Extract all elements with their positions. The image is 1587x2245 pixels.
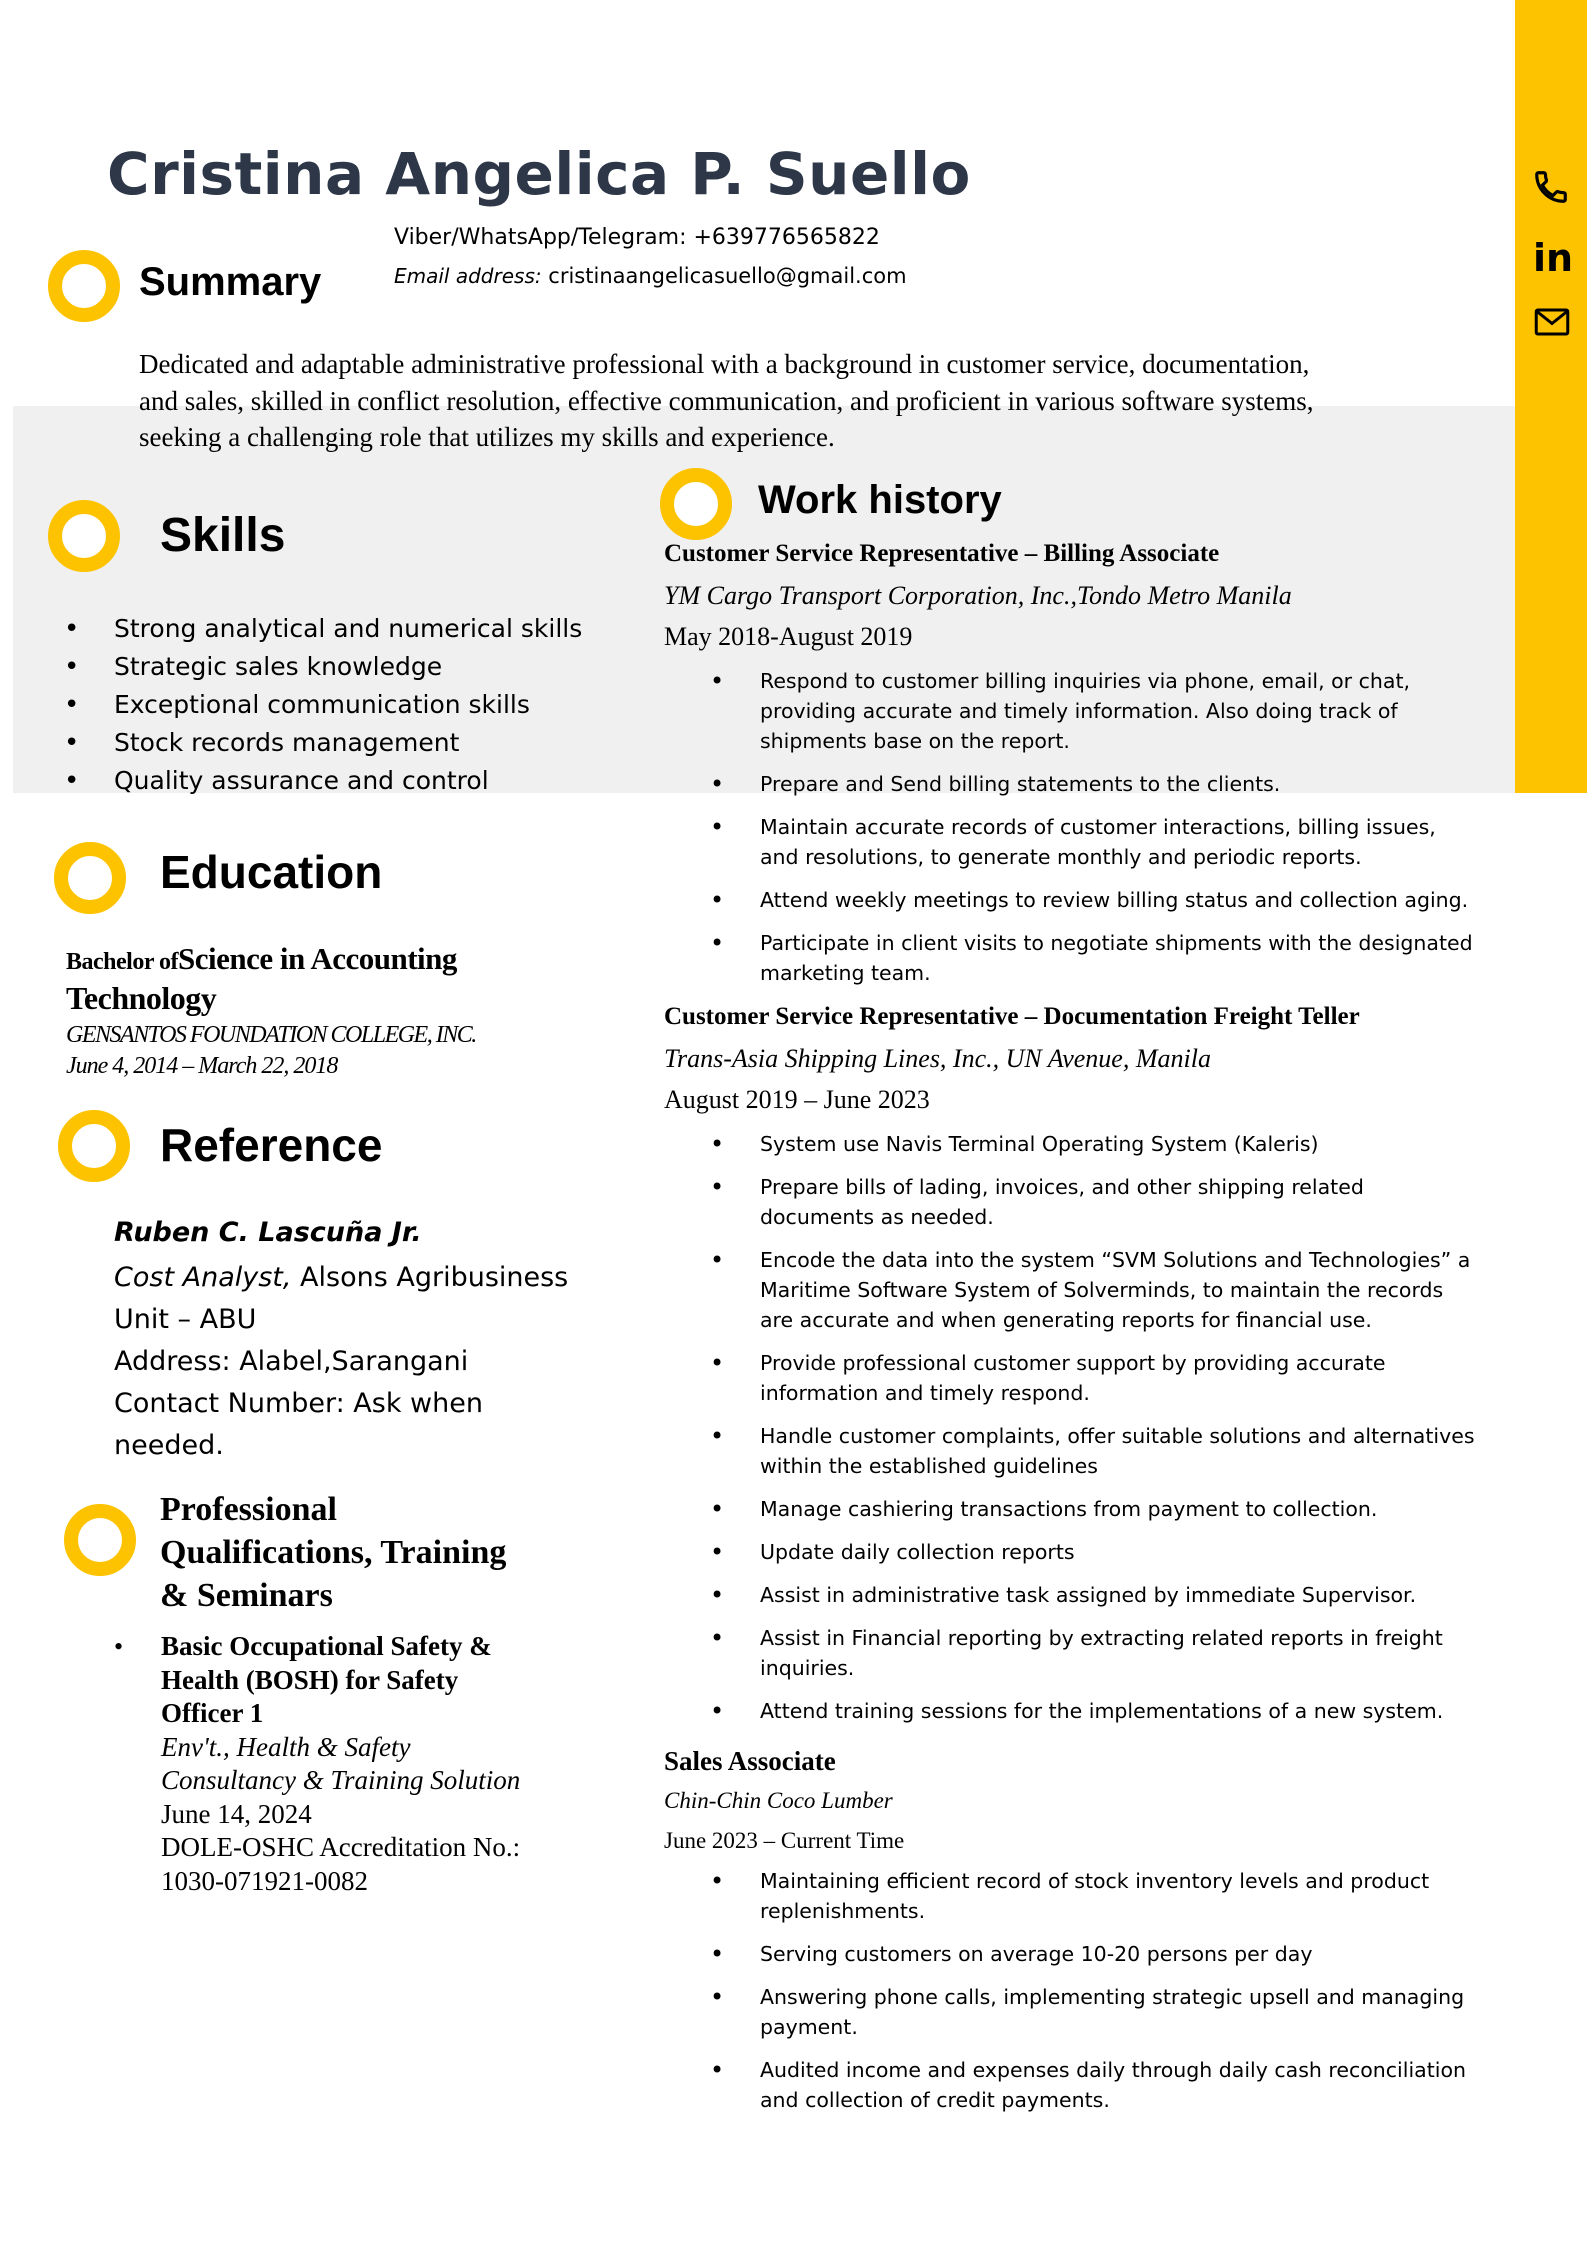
education-heading: Education	[160, 846, 383, 898]
summary-text: Dedicated and adaptable administrative professional with a background in customer service, documentation, and sales, skilled in conflict resolution, effective communication, and proficient in various software systems, seeking a challenging role that utilizes my skills and experience.	[139, 349, 1314, 452]
training-title-line-2: Health (BOSH) for Safety	[161, 1664, 459, 1695]
job-duties	[710, 1129, 1480, 1739]
degree-continued: Technology	[66, 980, 217, 1016]
job-dates: May 2018-August 2019	[664, 622, 913, 651]
candidate-name: Cristina Angelica P. Suello	[107, 140, 971, 208]
list-item: • Strong analytical and numerical skills	[64, 610, 624, 648]
training-accreditation-line-1: DOLE-OSHC Accreditation No.:	[161, 1832, 521, 1862]
list-item: • Manage cashiering transactions from payment to collection.	[710, 1494, 1480, 1524]
list-item: • Maintain accurate records of customer interactions, billing issues, and resolutions, to generate monthly and periodic reports.	[710, 812, 1480, 872]
job-company: YM Cargo Transport Corporation, Inc.,Tondo Metro Manila	[664, 581, 1292, 610]
school-name: GENSANTOS FOUNDATION COLLEGE, INC.	[66, 1022, 476, 1048]
training-heading	[160, 1488, 506, 1617]
list-item: • Participate in client visits to negotiate shipments with the designated marketing team.	[710, 928, 1480, 988]
reference-role: Cost Analyst,	[114, 1262, 292, 1293]
list-item: • Encode the data into the system “SVM Solutions and Technologies” a Maritime Software System of Solverminds, to maintain the records are accurate and when generating reports for financial use.	[710, 1245, 1480, 1335]
job-dates: August 2019 – June 2023	[664, 1085, 930, 1114]
degree-part-b: Science in Accounting	[178, 941, 457, 976]
work-history-ring	[660, 468, 732, 540]
training-provider-line-2: Consultancy & Training Solution	[161, 1765, 521, 1795]
reference-contact: Contact Number: Ask when	[114, 1388, 483, 1419]
reference-ring	[58, 1110, 130, 1182]
reference-address: Address: Alabel,Sarangani	[114, 1346, 469, 1377]
list-item: • Answering phone calls, implementing strategic upsell and managing payment.	[710, 1982, 1480, 2042]
job-title: Sales Associate	[664, 1746, 836, 1776]
job-title: Customer Service Representative – Billing Associate	[664, 540, 1220, 567]
training-provider-line-1: Env't., Health & Safety	[161, 1731, 411, 1762]
training-ring	[64, 1504, 136, 1576]
job-dates: June 2023 – Current Time	[664, 1828, 905, 1853]
list-item: • Provide professional customer support by providing accurate information and timely respond.	[710, 1348, 1480, 1408]
mail-icon[interactable]	[1534, 307, 1570, 337]
skills-list	[64, 610, 624, 800]
reference-role-line	[114, 1257, 574, 1299]
list-item: • System use Navis Terminal Operating System (Kaleris)	[710, 1129, 1480, 1159]
email-value[interactable]: cristinaangelicasuello@gmail.com	[548, 264, 907, 288]
training-accreditation-line-2: 1030-071921-0082	[161, 1865, 368, 1896]
job-duties	[710, 1866, 1480, 2128]
job-company: Trans-Asia Shipping Lines, Inc., UN Avenue, Manila	[664, 1044, 1211, 1073]
reference-contact-continued: needed.	[114, 1430, 224, 1461]
training-title-line-1: • Basic Occupational Safety &	[161, 1631, 492, 1661]
degree-part-a: Bachelor of	[66, 949, 179, 975]
training-heading-line-1: Professional	[160, 1491, 337, 1528]
reference-heading: Reference	[160, 1119, 383, 1171]
list-item: • Attend weekly meetings to review billing status and collection aging.	[710, 885, 1480, 915]
list-item: • Strategic sales knowledge	[64, 648, 624, 686]
phone-line: Viber/WhatsApp/Telegram: +639776565822	[394, 225, 880, 250]
list-item: • Quality assurance and control	[64, 762, 624, 800]
education-ring	[54, 842, 126, 914]
job-duties	[710, 666, 1480, 1001]
list-item: • Attend training sessions for the implementations of a new system.	[710, 1696, 1480, 1726]
list-item: • Respond to customer billing inquiries via phone, email, or chat, providing accurate and timely information. Also doing track of shipments base on the report.	[710, 666, 1480, 756]
summary-heading: Summary	[139, 260, 322, 304]
reference-company: Alsons Agribusiness	[291, 1262, 569, 1293]
linkedin-icon[interactable]: in	[1533, 236, 1574, 280]
list-item: • Prepare and Send billing statements to the clients.	[710, 769, 1480, 799]
email-line	[394, 264, 907, 288]
list-item: • Update daily collection reports	[710, 1537, 1480, 1567]
phone-icon[interactable]	[1532, 168, 1570, 206]
training-date: June 14, 2024	[161, 1798, 312, 1829]
list-item: • Assist in Financial reporting by extracting related reports in freight inquiries.	[710, 1623, 1480, 1683]
work-history-heading: Work history	[758, 478, 1002, 522]
job-title: Customer Service Representative – Documentation Freight Teller	[664, 1003, 1360, 1030]
training-heading-line-3: & Seminars	[160, 1577, 333, 1614]
list-item: • Serving customers on average 10-20 persons per day	[710, 1939, 1480, 1969]
training-title-line-3: Officer 1	[161, 1698, 264, 1728]
list-item: • Handle customer complaints, offer suitable solutions and alternatives within the established guidelines	[710, 1421, 1480, 1481]
list-item: • Exceptional communication skills	[64, 686, 624, 724]
skills-heading: Skills	[160, 509, 286, 562]
job-company: Chin-Chin Coco Lumber	[664, 1788, 893, 1813]
list-item: • Audited income and expenses daily through daily cash reconciliation and collection of credit payments.	[710, 2055, 1480, 2115]
training-heading-line-2: Qualifications, Training	[160, 1534, 507, 1571]
reference-unit: Unit – ABU	[114, 1304, 257, 1335]
list-item: • Stock records management	[64, 724, 624, 762]
reference-details	[114, 1257, 574, 1467]
email-label: Email address:	[394, 264, 542, 288]
education-dates: June 4, 2014 – March 22, 2018	[66, 1053, 338, 1079]
list-item: • Maintaining efficient record of stock inventory levels and product replenishments.	[710, 1866, 1480, 1926]
list-item: • Prepare bills of lading, invoices, and other shipping related documents as needed.	[710, 1172, 1480, 1232]
contact-sidebar	[1515, 0, 1587, 793]
reference-name: Ruben C. Lascuña Jr.	[114, 1217, 422, 1248]
degree	[66, 940, 457, 981]
summary-ring	[48, 250, 120, 322]
skills-ring	[48, 500, 120, 572]
list-item: • Assist in administrative task assigned by immediate Supervisor.	[710, 1580, 1480, 1610]
